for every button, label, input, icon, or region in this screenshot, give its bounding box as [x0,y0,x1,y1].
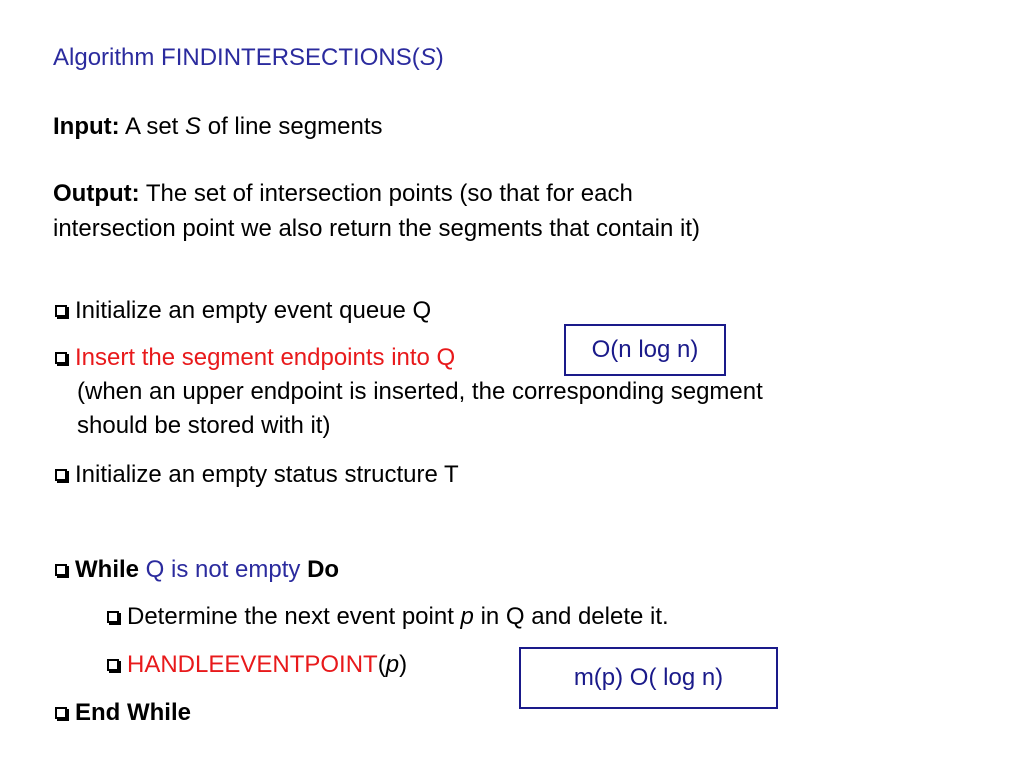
title-suffix: ) [435,44,444,71]
checkbox-bullet-icon [107,659,119,671]
inner-step-determine [107,605,669,629]
step-insert-note-2: should be stored with it) [77,412,331,439]
output-text-1: The set of intersection points (so that for each [145,180,633,207]
handle-open-paren: ( [377,651,386,678]
checkbox-bullet-icon [55,352,67,364]
inner-step-determine-a: Determine the next event point [127,603,454,630]
output-label: Output: [53,180,140,207]
step-init-status [55,463,459,487]
while-keyword: While [75,556,139,583]
step-init-queue-text: Initialize an empty event queue Q [75,297,432,324]
input-text-b: of line segments [207,113,383,140]
do-keyword: Do [307,556,340,583]
input-text-a: A set [124,113,179,140]
end-while-text: End While [75,699,191,726]
step-insert-endpoints-text: Insert the segment endpoints into Q [75,344,456,371]
input-var: S [185,113,202,140]
checkbox-bullet-icon [107,611,119,623]
step-init-queue [55,299,431,323]
step-init-status-text: Initialize an empty status structure T [75,461,459,488]
checkbox-bullet-icon [55,469,67,481]
insert-complexity-box: O(n log n) [564,324,726,376]
checkbox-bullet-icon [55,564,67,576]
input-label: Input: [53,113,120,140]
output-line-2: intersection point we also return the segments that contain it) [53,215,701,242]
handle-complexity-box: m(p) O( log n) [519,647,778,709]
inner-step-handle [107,653,407,677]
algorithm-title [53,46,444,70]
checkbox-bullet-icon [55,305,67,317]
inner-step-determine-b: in Q and delete it. [480,603,669,630]
step-insert-note-1: (when an upper endpoint is inserted, the corresponding segment [77,378,763,405]
step-insert-endpoints [55,346,455,370]
while-condition: Q is not empty [145,556,301,583]
checkbox-bullet-icon [55,707,67,719]
handle-var: p [385,651,400,678]
title-arg: S [419,44,436,71]
end-while-line [55,701,191,725]
inner-step-determine-var: p [460,603,474,630]
handle-close-paren: ) [399,651,408,678]
handle-event-point-name: HANDLEEVENTPOINT [127,651,378,678]
output-line-1 [53,182,633,206]
while-line [55,558,339,582]
title-prefix: Algorithm FINDINTERSECTIONS( [53,44,420,71]
input-line [53,115,382,139]
